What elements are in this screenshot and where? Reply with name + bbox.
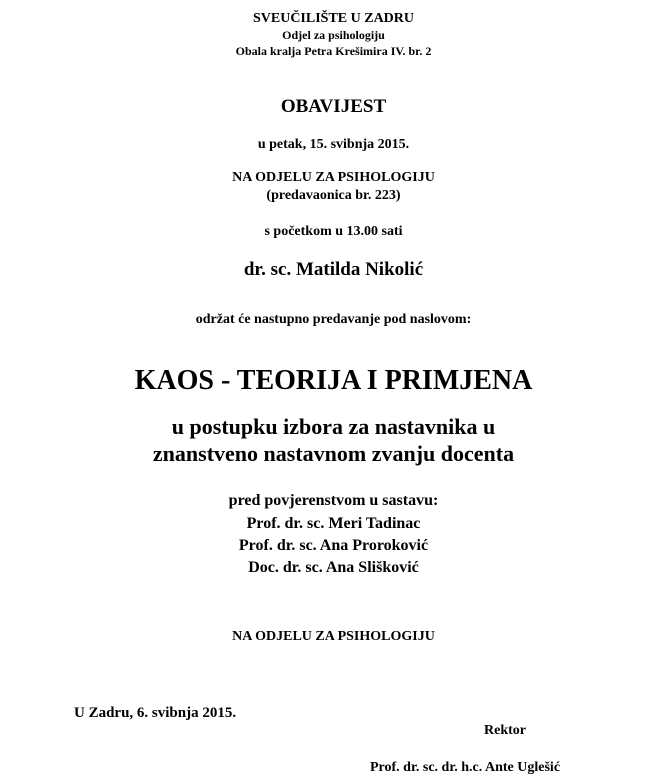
event-location: NA ODJELU ZA PSIHOLOGIJU <box>232 170 435 185</box>
purpose-line-1: u postupku izbora za nastavnika u <box>171 414 496 439</box>
university-name: SVEUČILIŠTE U ZADRU <box>252 11 415 26</box>
department-name: Odjel za psihologiju <box>282 28 385 42</box>
committee-intro: pred povjerenstvom u sastavu: <box>228 492 439 509</box>
place-and-date: U Zadru, 6. svibnja 2015. <box>74 705 237 721</box>
committee-member: Prof. dr. sc. Ana Proroković <box>238 537 429 554</box>
event-start-time: s početkom u 13.00 sati <box>264 224 403 239</box>
event-room: (predavaonica br. 223) <box>266 188 401 203</box>
committee-member: Doc. dr. sc. Ana Slišković <box>248 559 419 576</box>
signatory-title: Rektor <box>484 723 526 738</box>
purpose-line-2: znanstveno nastavnom zvanju docenta <box>152 441 515 466</box>
event-location-repeat: NA ODJELU ZA PSIHOLOGIJU <box>232 629 435 644</box>
signatory-name: Prof. dr. sc. dr. h.c. Ante Uglešić <box>370 760 561 775</box>
committee-member: Prof. dr. sc. Meri Tadinac <box>246 515 421 532</box>
lecture-title: KAOS - TEORIJA I PRIMJENA <box>134 365 533 396</box>
notice-title: OBAVIJEST <box>280 96 387 117</box>
department-address: Obala kralja Petra Krešimira IV. br. 2 <box>235 44 432 58</box>
speaker-name: dr. sc. Matilda Nikolić <box>243 259 424 280</box>
event-date: u petak, 15. svibnja 2015. <box>257 137 410 152</box>
lecture-intro: održat će nastupno predavanje pod naslovom: <box>195 312 472 327</box>
